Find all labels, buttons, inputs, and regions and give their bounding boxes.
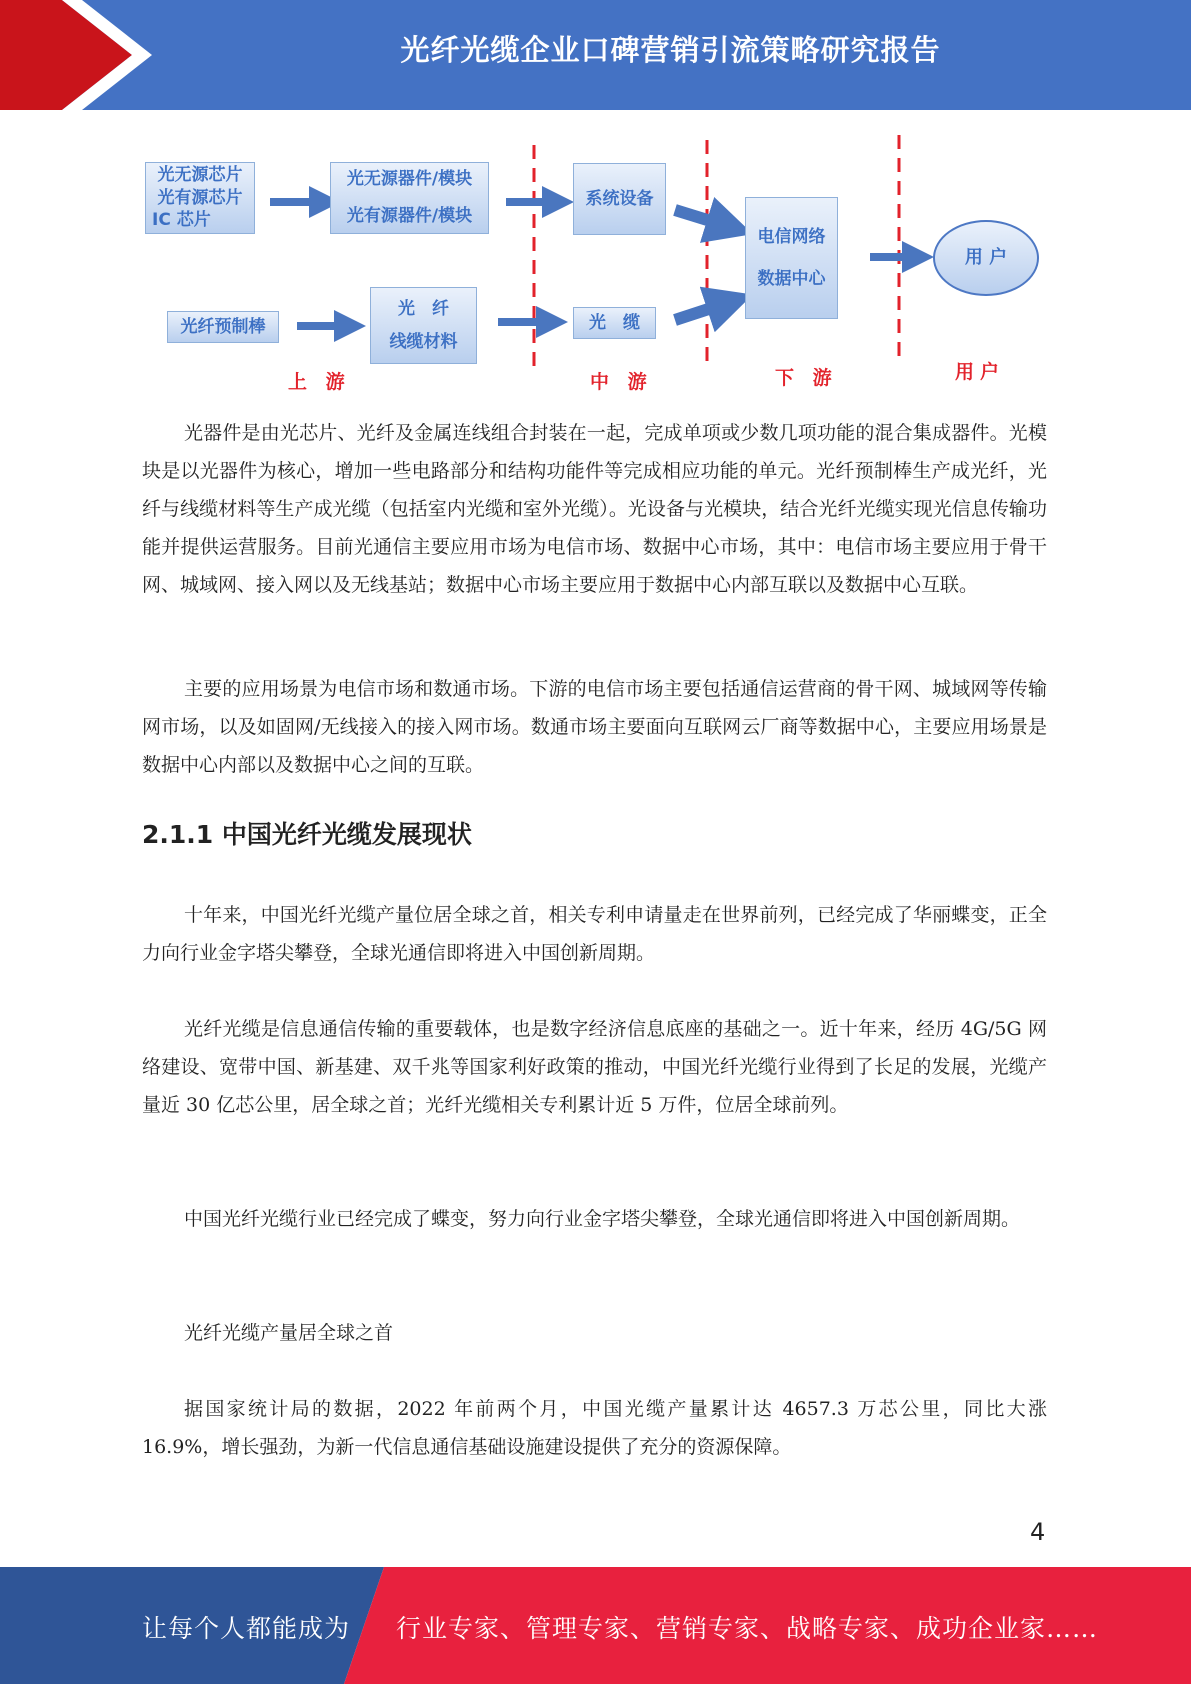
stage-downstream: 下 游 [775, 367, 838, 389]
chip-line-1: 光无源芯片 [157, 164, 243, 185]
section-subheading: 光纤光缆产量居全球之首 [184, 1322, 394, 1344]
fiber-line-2: 线缆材料 [389, 331, 458, 352]
cable-label: 光 缆 [589, 312, 640, 333]
body-paragraph-1: 光器件是由光芯片、光纤及金属连线组合封装在一起，完成单项或少数几项功能的混合集成器件。光模块是以光器件为核心，增加一些电路部分和结构功能件等完成相应功能的单元。光纤预制棒生产成光纤，光纤与线缆材料等生产成光缆（包括室内光缆和室外光缆）。光设备与光模块，结合光纤光缆实现光信息传输功能并提供运营服务。目前光通信主要应用市场为电信市场、数据中心市场，其中：电信市场主要应用于骨干网、城域网、接入网以及无线基站；数据中心市场主要应用于数据中心内部互联以及数据中心互联。 [142, 422, 1047, 596]
footer-slogan-left: 让每个人都能成为 [142, 1614, 351, 1643]
fiber-line-1: 光 纤 [398, 299, 449, 320]
box-user [933, 220, 1039, 296]
box-fiber-preform [167, 311, 279, 343]
box-telecom-datacenter [745, 197, 838, 319]
box-optical-cable [573, 307, 656, 339]
chip-line-3: IC 芯片 [152, 210, 211, 231]
module-line-2: 光有源器件/模块 [346, 206, 473, 226]
preform-label: 光纤预制棒 [180, 316, 266, 337]
arrow-system-to-telecom [675, 210, 730, 227]
system-label: 系统设备 [585, 188, 654, 209]
user-label: 用 户 [964, 246, 1008, 268]
page-header [0, 0, 1191, 110]
industry-chain-diagram [140, 135, 1050, 395]
box-chips [145, 162, 255, 234]
stage-users: 用户 [955, 361, 1006, 383]
chip-line-2: 光有源芯片 [157, 187, 243, 208]
section-paragraph-2: 光纤光缆是信息通信传输的重要载体，也是数字经济信息底座的基础之一。近十年来，经历 4G/5G 网络建设、宽带中国、新基建、双千兆等国家利好政策的推动，中国光纤光缆行业得到了长足的发展，光缆产量近 30 亿芯公里，居全球之首；光纤光缆相关专利累计近 5 万件，位居全球前列。 [142, 1018, 1047, 1116]
section-paragraph-4: 据国家统计局的数据，2022 年前两个月，中国光缆产量累计达 4657.3 万芯公里，同比大涨 16.9%，增长强劲，为新一代信息通信基础设施建设提供了充分的资源保障。 [142, 1398, 1047, 1458]
stage-upstream: 上 游 [288, 371, 351, 393]
report-title: 光纤光缆企业口碑营销引流策略研究报告 [400, 33, 941, 67]
arrow-cable-to-telecom [675, 302, 730, 320]
page-number: 4 [1030, 1518, 1046, 1546]
stage-midstream: 中 游 [590, 371, 653, 393]
footer-slogan-right: 行业专家、管理专家、营销专家、战略专家、成功企业家…… [396, 1614, 1099, 1643]
box-system-equipment [573, 163, 666, 235]
telecom-line-2: 数据中心 [757, 269, 826, 289]
telecom-line-1: 电信网络 [757, 226, 826, 247]
page-footer [0, 1567, 1191, 1684]
section-paragraph-1: 十年来，中国光纤光缆产量位居全球之首，相关专利申请量走在世界前列，已经完成了华丽蝶变，正全力向行业金字塔尖攀登，全球光通信即将进入中国创新周期。 [142, 904, 1047, 964]
box-modules [330, 162, 489, 234]
box-fiber-cable-material [370, 287, 477, 364]
section-paragraph-3: 中国光纤光缆行业已经完成了蝶变，努力向行业金字塔尖攀登，全球光通信即将进入中国创新周期。 [184, 1208, 1021, 1230]
module-line-1: 光无源器件/模块 [346, 168, 473, 189]
section-heading: 2.1.1 中国光纤光缆发展现状 [142, 820, 472, 849]
body-paragraph-2: 主要的应用场景为电信市场和数通市场。下游的电信市场主要包括通信运营商的骨干网、城域网等传输网市场，以及如固网/无线接入的接入网市场。数通市场主要面向互联网云厂商等数据中心，主要应用场景是数据中心内部以及数据中心之间的互联。 [142, 678, 1047, 776]
